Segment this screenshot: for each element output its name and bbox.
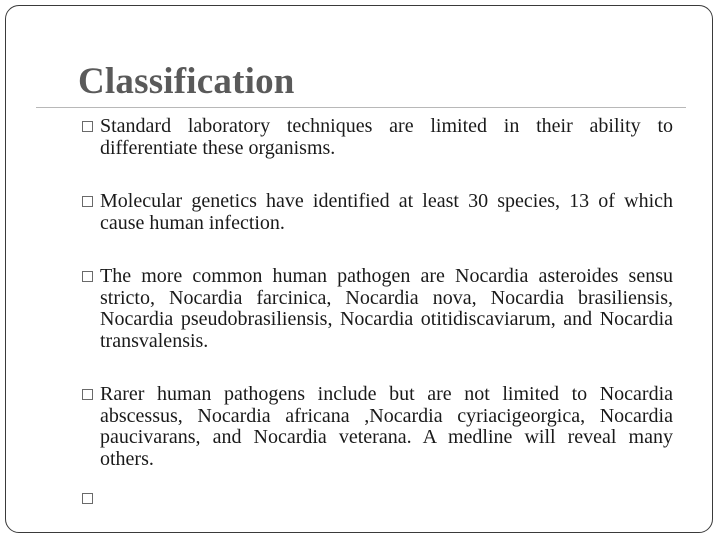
hollow-square-bullet-icon (82, 121, 93, 132)
bullet-item-common-pathogens (80, 266, 673, 352)
hollow-square-bullet-icon (82, 493, 93, 504)
hollow-square-bullet-icon (82, 389, 93, 400)
bullet-list (80, 116, 673, 510)
hollow-square-bullet-icon (82, 196, 93, 207)
bullet-text: Standard laboratory techniques are limited in their ability to differentiate these organisms. (100, 115, 673, 159)
bullet-text: Rarer human pathogens include but are not limited to Nocardia abscessus, Nocardia africana ,Nocardia cyriacigeorgica, Nocardia paucivarans, and Nocardia veterana. A medline will reveal many others. (100, 383, 673, 470)
bullet-item-identification (80, 116, 673, 159)
bullet-text: Molecular genetics have identified at least 30 species, 13 of which cause human infection. (100, 190, 673, 234)
bullet-text: The more common human pathogen are Nocardia asteroides sensu stricto, Nocardia farcinica, Nocardia nova, Nocardia brasiliensis, Nocardia pseudobrasiliensis, Nocardia otitidiscaviarum, and Nocardia transvalensis. (100, 265, 673, 352)
bullet-item-empty (80, 488, 673, 510)
bullet-item-molecular-genetics (80, 191, 673, 234)
hollow-square-bullet-icon (82, 271, 93, 282)
slide-title: Classification (78, 61, 295, 102)
title-divider (36, 107, 686, 108)
bullet-item-rarer-pathogens (80, 384, 673, 470)
